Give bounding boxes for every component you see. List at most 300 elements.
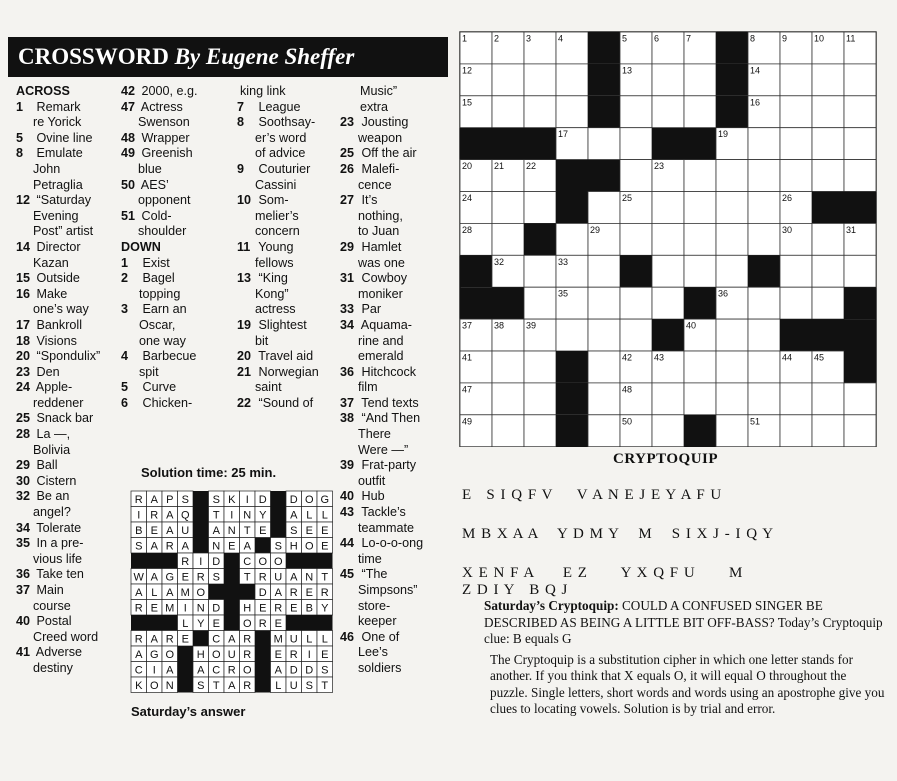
solution-letter: N (227, 525, 236, 537)
clue-number: 17 (16, 317, 31, 332)
clue-line (237, 365, 354, 381)
solution-letter: A (212, 525, 220, 537)
solution-letter: O (196, 587, 206, 599)
grid-cell[interactable] (716, 383, 748, 415)
clue-number: 51 (121, 208, 136, 223)
clue-line (16, 287, 121, 303)
clue-number: 9 (237, 161, 245, 176)
clue-line (121, 349, 236, 365)
solution-black-cell (193, 631, 209, 647)
grid-cell[interactable] (716, 255, 748, 287)
grid-cell[interactable] (716, 351, 748, 383)
black-square (556, 351, 588, 383)
clue-line (16, 380, 121, 396)
solution-letter: A (166, 525, 174, 537)
clue-number: 40 (16, 614, 31, 629)
clue-line (16, 521, 121, 537)
grid-cell[interactable] (684, 192, 716, 224)
clue-line: Music” (360, 84, 398, 98)
solution-black-cell (147, 553, 163, 569)
clue-line (16, 193, 121, 209)
grid-cell[interactable] (780, 383, 812, 415)
clue-line: re Yorick (33, 115, 82, 130)
clue-number: 5 (121, 380, 129, 395)
black-square (492, 287, 524, 319)
clue-text: Tackle’s (358, 505, 406, 520)
cell-number: 41 (462, 352, 473, 363)
grid-cell[interactable] (812, 64, 844, 96)
grid-cell[interactable] (844, 96, 876, 128)
clue-line (16, 645, 121, 661)
clue-line (121, 131, 236, 147)
clue-number: 34 (16, 520, 31, 535)
clue-line: Kong” (255, 286, 289, 301)
grid-cell[interactable] (588, 383, 620, 415)
solution-letter: A (150, 571, 158, 584)
grid-cell[interactable] (652, 255, 684, 287)
solution-black-cell (224, 615, 240, 631)
grid-cell[interactable] (620, 128, 652, 160)
grid-cell[interactable] (844, 255, 876, 287)
clue-text: Lo-o-o-ong (358, 536, 424, 551)
clue-number: 13 (237, 271, 252, 286)
solution-letter: R (134, 633, 143, 646)
solution-letter: H (243, 602, 252, 615)
black-square (780, 319, 812, 351)
clue-number: 5 (16, 130, 24, 145)
solution-letter: O (242, 664, 252, 677)
grid-cell[interactable] (684, 383, 716, 415)
grid-cell[interactable] (620, 96, 652, 128)
clue-number: 41 (16, 645, 31, 660)
clue-number: 35 (16, 536, 31, 551)
solution-letter: D (305, 664, 314, 677)
grid-cell[interactable] (524, 383, 556, 415)
clue-text: Soothsay- (255, 115, 316, 130)
solution-letter: A (166, 587, 174, 599)
saturday-answer-label: Saturday’s answer (131, 704, 246, 719)
black-square (716, 64, 748, 96)
black-square (460, 128, 492, 160)
cell-number: 16 (750, 97, 761, 108)
cell-number: 1 (462, 33, 468, 44)
clue-line (121, 380, 236, 396)
grid-cell[interactable] (556, 64, 588, 96)
clue-line (237, 100, 354, 116)
solution-letter: R (165, 540, 174, 553)
clue-number: 23 (16, 364, 31, 379)
clue-number: 22 (237, 395, 252, 410)
grid-cell[interactable] (620, 223, 652, 255)
solution-letter: Y (197, 618, 205, 630)
clue-number: 21 (237, 364, 252, 379)
grid-cell[interactable] (652, 287, 684, 319)
clue-text: Cowboy (358, 271, 407, 286)
grid-cell[interactable] (524, 415, 556, 447)
grid-cell[interactable] (588, 351, 620, 383)
clue-text: Main (33, 583, 64, 597)
solution-black-cell (317, 615, 333, 631)
cell-number: 50 (622, 416, 633, 427)
black-square (812, 319, 844, 351)
grid-cell[interactable] (492, 96, 524, 128)
clue-line: er’s word (255, 130, 307, 145)
clue-text: Director (33, 239, 81, 254)
clue-text: Outside (33, 271, 80, 286)
grid-cell[interactable] (652, 192, 684, 224)
solution-letter: A (181, 540, 189, 553)
grid-cell[interactable] (588, 192, 620, 224)
solution-letter: S (212, 494, 220, 506)
grid-cell[interactable] (588, 128, 620, 160)
clue-line (121, 84, 236, 100)
solution-letter: E (274, 618, 282, 630)
clue-text: Off the air (358, 146, 417, 161)
clue-line (340, 271, 448, 287)
solution-letter: H (289, 540, 298, 553)
clue-line: Oscar, (139, 317, 176, 332)
cell-number: 2 (494, 33, 500, 44)
solution-letter: N (243, 509, 252, 522)
cell-number: 17 (558, 129, 569, 140)
clue-number: 31 (340, 271, 355, 286)
clue-number: 2 (121, 271, 129, 286)
solution-black-cell (224, 553, 240, 569)
grid-cell[interactable] (524, 96, 556, 128)
solution-letter: O (304, 494, 314, 506)
clue-number: 36 (16, 567, 31, 582)
grid-cell[interactable] (620, 160, 652, 192)
clue-line (237, 349, 354, 365)
grid-cell[interactable] (684, 160, 716, 192)
saturday-cryptoquip-answer: COULD A CONFUSED SINGER BE DESCRIBED AS BEING A LITTLE BIT OFF-BASS? (484, 598, 823, 630)
clue-line: opponent (138, 193, 191, 208)
grid-cell[interactable] (812, 128, 844, 160)
cell-number: 38 (494, 320, 505, 331)
cryptoquip-line: X E N F A E Z Y X Q F U M (462, 565, 744, 581)
cell-number: 19 (718, 129, 729, 140)
cell-number: 49 (462, 416, 473, 427)
grid-cell[interactable] (492, 415, 524, 447)
clue-number: 8 (237, 115, 245, 130)
clue-number: 20 (16, 349, 31, 364)
cryptoquip-instructions: The Cryptoquip is a substitution cipher in which one letter stands for another. If you think that X equals O, it will equal O throughout the puzzle. Single letters, short words and words using an apostrophe give you clues to locating vowels. Solution is by trial and error. (490, 651, 885, 716)
solution-letter: M (165, 602, 175, 615)
grid-cell[interactable] (716, 415, 748, 447)
grid-cell[interactable] (652, 96, 684, 128)
clue-text: Greenish (138, 146, 193, 161)
grid-cell[interactable] (492, 223, 524, 255)
grid-cell[interactable] (588, 415, 620, 447)
solution-letter: D (212, 602, 221, 615)
solution-black-cell (271, 507, 287, 523)
clue-text: Exist (139, 255, 170, 270)
grid-cell[interactable] (812, 160, 844, 192)
cell-number: 12 (462, 65, 473, 76)
clue-line (16, 365, 121, 381)
clue-line: weapon (358, 130, 403, 145)
clue-line: blue (138, 161, 162, 176)
clue-number: 43 (340, 505, 355, 520)
clue-line (121, 302, 236, 318)
clue-text: 2000, e.g. (138, 84, 198, 98)
grid-cell[interactable] (652, 383, 684, 415)
black-square (748, 255, 780, 287)
grid-cell[interactable] (556, 223, 588, 255)
grid-cell[interactable] (684, 96, 716, 128)
solution-letter: L (151, 587, 158, 599)
clue-text: Malefi- (358, 161, 400, 176)
grid-cell[interactable] (844, 383, 876, 415)
solution-letter: Y (259, 509, 267, 522)
solution-letter: I (183, 602, 187, 615)
solution-black-cell (224, 600, 240, 616)
solution-letter: E (305, 587, 313, 599)
grid-cell[interactable] (652, 223, 684, 255)
grid-cell[interactable] (588, 287, 620, 319)
grid-cell[interactable] (716, 223, 748, 255)
clue-line (16, 334, 121, 350)
cell-number: 22 (526, 161, 537, 172)
grid-cell[interactable] (620, 319, 652, 351)
clue-line: teammate (358, 520, 414, 535)
cell-number: 51 (750, 416, 761, 427)
solution-letter: A (290, 571, 298, 584)
clue-line: was one (358, 255, 405, 270)
clue-text: Frat-party (358, 458, 417, 473)
grid-cell[interactable] (780, 128, 812, 160)
grid-cell[interactable] (524, 64, 556, 96)
cryptoquip-line: Z D I Y B Q J (462, 582, 569, 598)
solution-letter: L (321, 509, 328, 522)
solution-letter: L (275, 680, 282, 692)
clue-line (340, 396, 448, 412)
solution-letter: A (150, 494, 158, 506)
black-square (460, 287, 492, 319)
cell-number: 7 (686, 33, 692, 44)
grid-cell[interactable] (748, 160, 780, 192)
grid-cell[interactable] (652, 415, 684, 447)
black-square (844, 351, 876, 383)
grid-cell[interactable] (492, 192, 524, 224)
cell-number: 32 (494, 256, 505, 267)
solution-letter: R (150, 509, 159, 522)
clue-text: “And Then (358, 411, 421, 426)
clue-text: Take ten (33, 567, 84, 582)
grid-cell[interactable] (652, 64, 684, 96)
grid-cell[interactable] (684, 351, 716, 383)
cell-number: 37 (462, 320, 473, 331)
black-square (812, 192, 844, 224)
grid-cell[interactable] (620, 287, 652, 319)
clue-line (16, 614, 121, 630)
clue-line (340, 630, 448, 646)
grid-cell[interactable] (588, 255, 620, 287)
clue-heading: DOWN (121, 239, 161, 254)
clue-number: 10 (237, 193, 252, 208)
grid-cell[interactable] (524, 255, 556, 287)
clue-number: 28 (16, 427, 31, 442)
solution-black-cell (255, 677, 271, 693)
solution-black-cell (240, 584, 256, 600)
solution-letter: K (228, 494, 236, 506)
grid-cell[interactable] (492, 351, 524, 383)
solution-letter: A (135, 587, 143, 599)
clue-number: 1 (16, 99, 24, 114)
solution-letter: W (133, 571, 144, 584)
clue-text: Ovine line (33, 130, 93, 145)
clue-text: Young (255, 239, 294, 254)
clue-line (16, 583, 121, 599)
grid-cell[interactable] (844, 160, 876, 192)
solution-letter: U (289, 680, 298, 692)
grid-cell[interactable] (524, 351, 556, 383)
grid-cell[interactable] (844, 64, 876, 96)
clue-line (16, 474, 121, 490)
solution-letter: S (290, 525, 298, 537)
solution-letter: T (212, 509, 220, 522)
grid-cell[interactable] (780, 160, 812, 192)
solution-letter: E (274, 649, 282, 661)
clue-line (16, 567, 121, 583)
solution-letter: O (273, 556, 283, 568)
cell-number: 15 (462, 97, 473, 108)
grid-cell[interactable] (684, 64, 716, 96)
clue-line: spit (139, 364, 159, 379)
grid-cell[interactable] (748, 192, 780, 224)
saturday-solution-grid (130, 490, 333, 693)
solution-letter: G (165, 571, 175, 584)
clue-number: 38 (340, 411, 355, 426)
clue-line: reddener (33, 395, 84, 410)
clue-text: Hub (358, 489, 385, 504)
grid-cell[interactable] (556, 319, 588, 351)
solution-black-cell (255, 646, 271, 662)
clue-number: 26 (340, 161, 355, 176)
grid-cell[interactable] (748, 319, 780, 351)
solution-black-cell (271, 491, 287, 507)
clue-number: 20 (237, 349, 252, 364)
solution-letter: B (135, 525, 143, 537)
clue-number: 3 (121, 302, 129, 317)
grid-cell[interactable] (812, 415, 844, 447)
grid-cell[interactable] (780, 415, 812, 447)
clue-text: Remark (33, 99, 81, 114)
clue-text: Snack bar (33, 411, 94, 426)
grid-cell[interactable] (844, 128, 876, 160)
clue-text: Emulate (33, 146, 83, 161)
grid-cell[interactable] (812, 383, 844, 415)
grid-cell[interactable] (748, 287, 780, 319)
clue-number: 37 (340, 395, 355, 410)
grid-cell[interactable] (812, 96, 844, 128)
clue-line (340, 365, 448, 381)
solution-letter: Y (321, 602, 329, 615)
clue-line: outfit (358, 473, 386, 488)
clue-number: 27 (340, 193, 355, 208)
clue-line (340, 162, 448, 178)
clue-line (237, 318, 354, 334)
black-square (652, 128, 684, 160)
clue-line (340, 240, 448, 256)
crossword-grid[interactable] (459, 31, 877, 447)
clue-line (340, 115, 448, 131)
clue-line: extra (360, 99, 388, 114)
solution-letter: U (289, 633, 298, 646)
clue-line (121, 146, 236, 162)
grid-cell[interactable] (524, 287, 556, 319)
solution-letter: R (165, 633, 174, 646)
grid-cell[interactable] (748, 383, 780, 415)
solution-letter: R (274, 602, 283, 615)
clue-number: 11 (237, 239, 251, 254)
clue-number: 33 (340, 302, 355, 317)
black-square (556, 383, 588, 415)
grid-cell[interactable] (492, 383, 524, 415)
clue-number: 29 (16, 458, 31, 473)
solution-black-cell (302, 615, 318, 631)
solution-letter: P (166, 494, 174, 506)
grid-cell[interactable] (780, 255, 812, 287)
clue-number: 46 (340, 629, 355, 644)
solution-letter: R (243, 680, 252, 692)
clue-line: There (358, 427, 391, 442)
clue-line: to Juan (358, 224, 400, 239)
clue-text: Hitchcock (358, 364, 417, 379)
grid-cell[interactable] (684, 223, 716, 255)
solution-letter: R (289, 649, 298, 661)
cell-number: 4 (558, 33, 564, 44)
grid-cell[interactable] (716, 192, 748, 224)
crossword-banner (8, 37, 448, 77)
solution-black-cell (209, 584, 225, 600)
grid-cell[interactable] (524, 192, 556, 224)
grid-cell[interactable] (748, 351, 780, 383)
solution-black-cell (162, 553, 178, 569)
solution-letter: C (134, 664, 143, 677)
grid-cell[interactable] (556, 96, 588, 128)
grid-cell[interactable] (588, 319, 620, 351)
grid-cell[interactable] (812, 287, 844, 319)
grid-cell[interactable] (748, 223, 780, 255)
solution-black-cell (317, 553, 333, 569)
grid-cell[interactable] (812, 255, 844, 287)
grid-cell[interactable] (684, 255, 716, 287)
solution-letter: A (274, 587, 282, 599)
grid-cell[interactable] (780, 64, 812, 96)
grid-cell[interactable] (844, 415, 876, 447)
grid-cell[interactable] (492, 64, 524, 96)
solution-black-cell (255, 538, 271, 554)
solution-letter: H (196, 649, 205, 661)
solution-letter: A (243, 540, 251, 553)
clue-line (16, 318, 121, 334)
grid-cell[interactable] (748, 128, 780, 160)
solution-letter: L (306, 633, 313, 646)
clue-line: time (358, 551, 382, 566)
clue-text: Wrapper (138, 130, 190, 145)
solution-letter: D (289, 664, 298, 677)
grid-cell[interactable] (716, 319, 748, 351)
solution-letter: E (321, 649, 329, 661)
grid-cell[interactable] (780, 96, 812, 128)
grid-cell[interactable] (812, 223, 844, 255)
clue-line (16, 427, 121, 443)
clue-number: 50 (121, 177, 136, 192)
clue-number: 40 (340, 489, 355, 504)
grid-cell[interactable] (780, 287, 812, 319)
grid-cell[interactable] (716, 160, 748, 192)
